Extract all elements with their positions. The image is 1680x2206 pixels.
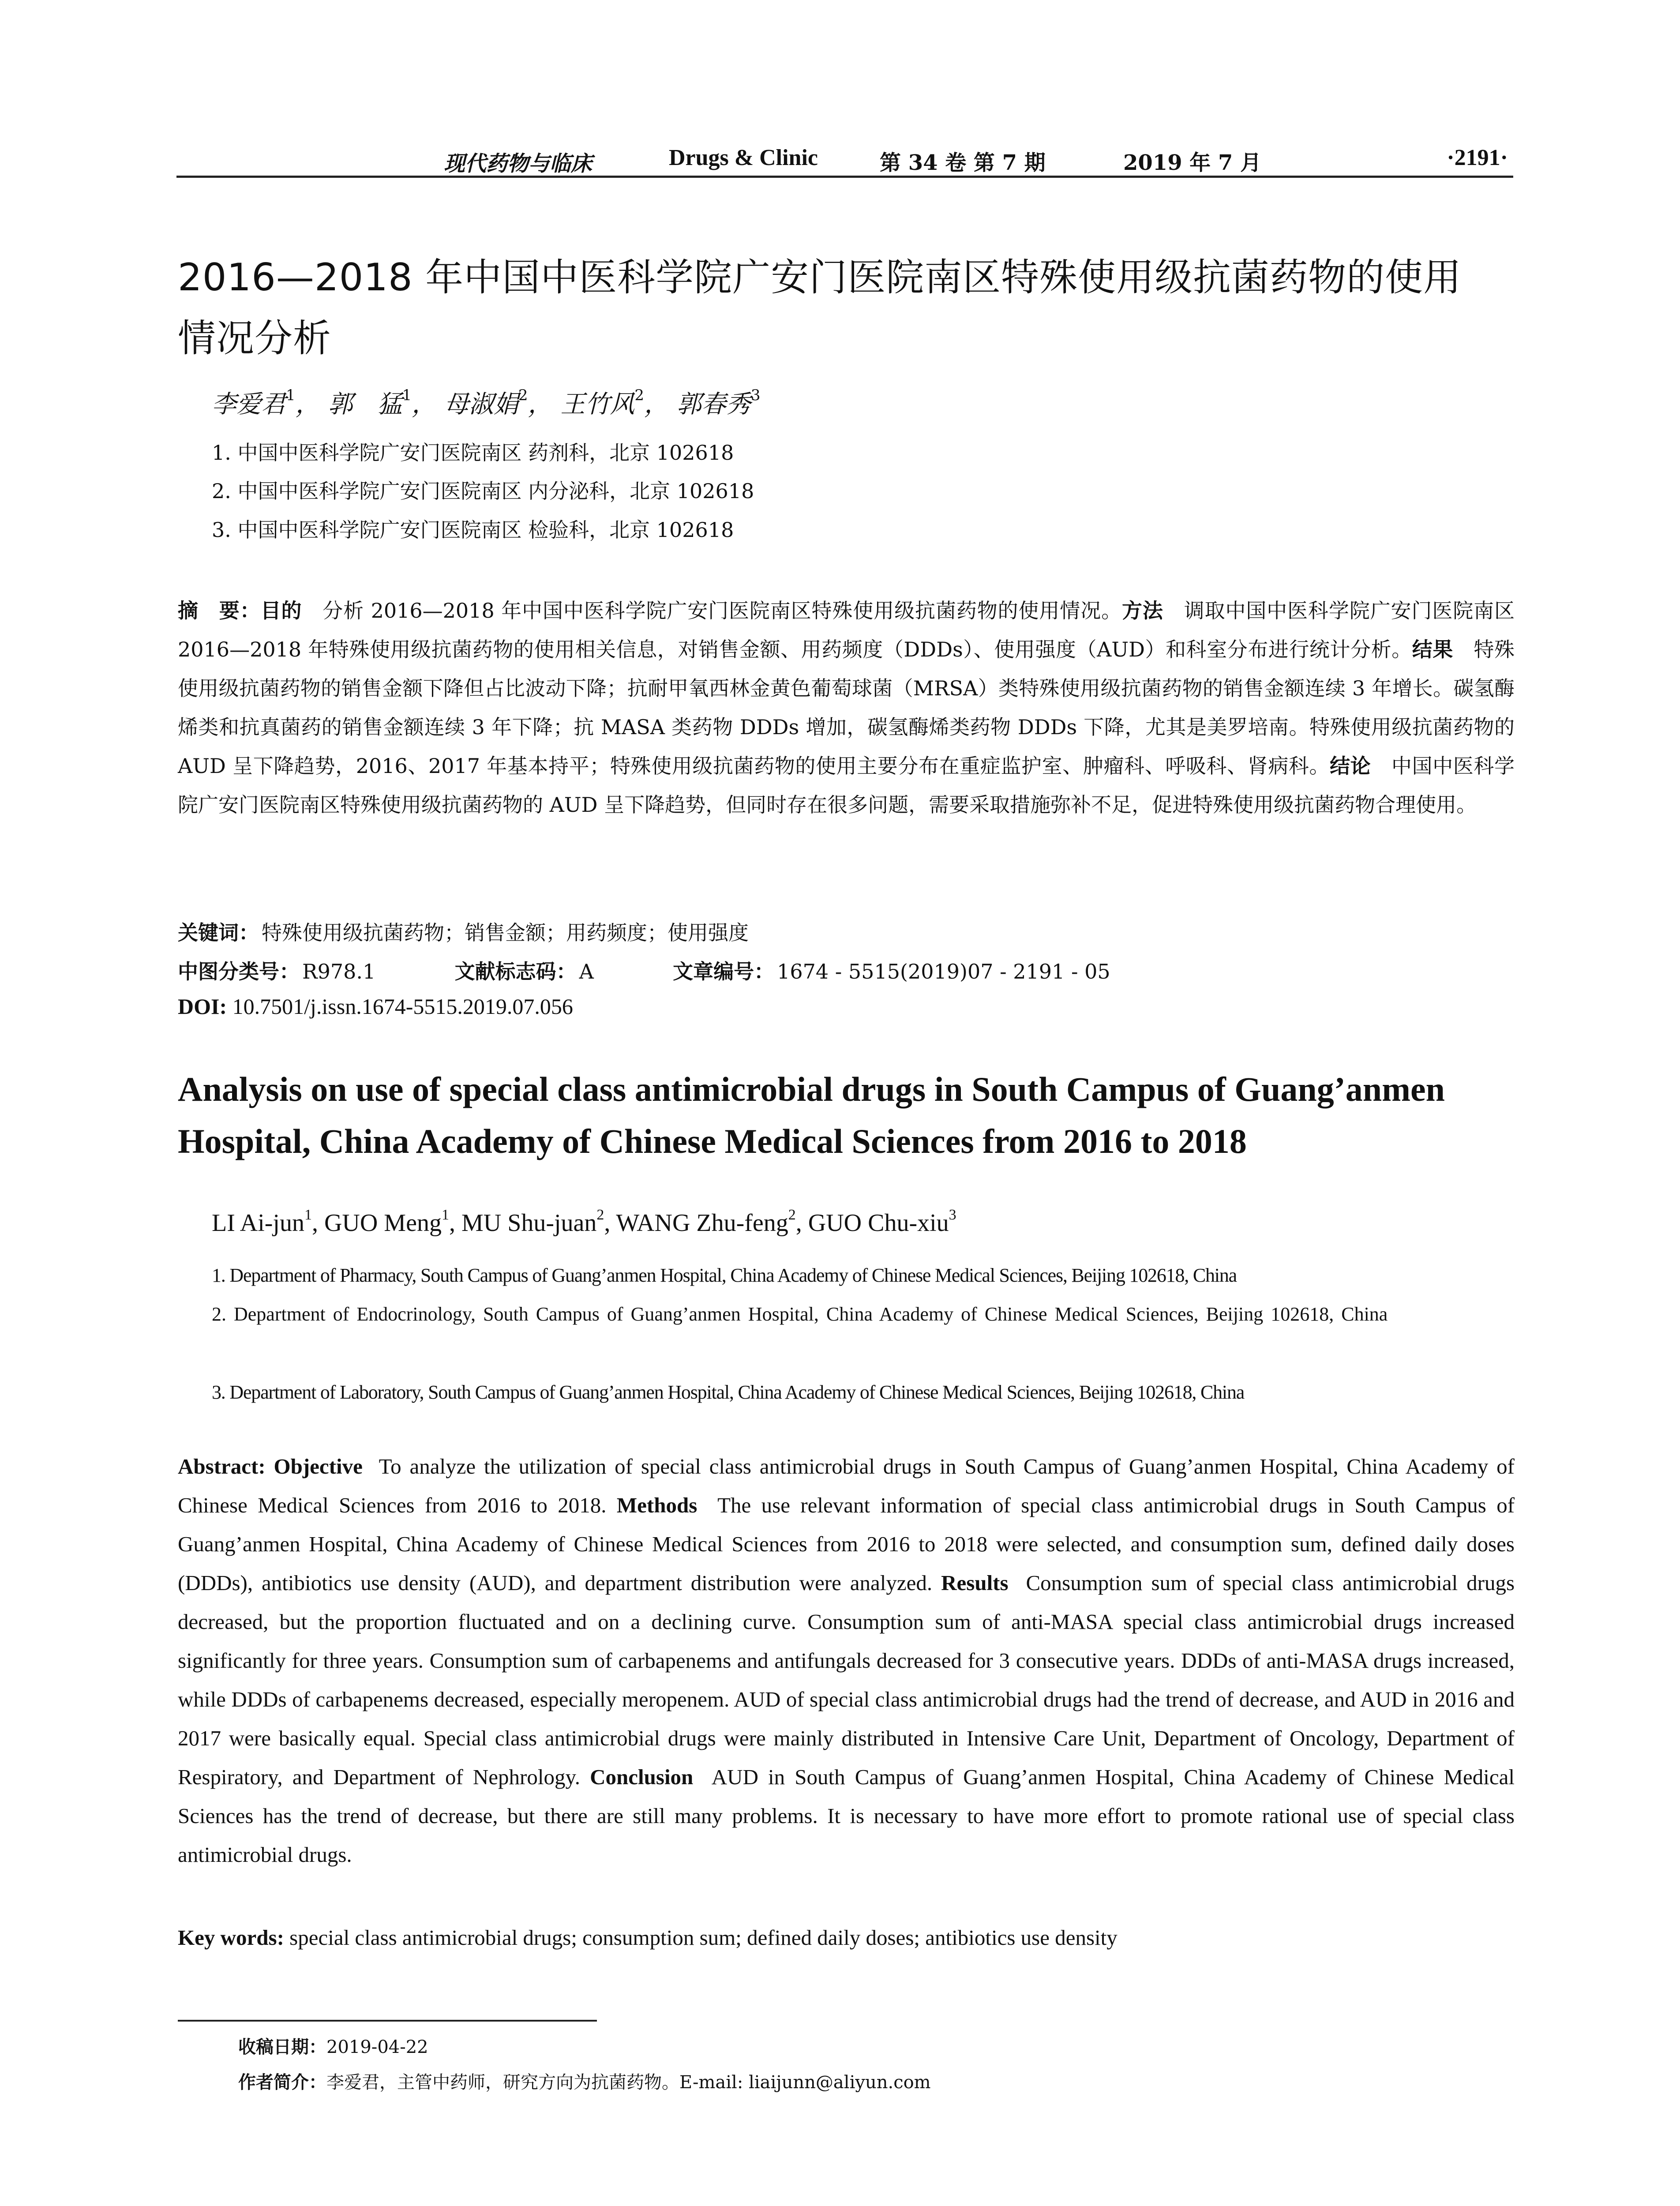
- affiliation-en-2: 2. Department of Endocrinology, South Campus of Guang’anmen Hospital, China Academy of Chinese Medical Sciences, Beijing 102618, China: [212, 1303, 1388, 1325]
- volume-issue: 第 34 卷 第 7 期: [880, 150, 1046, 175]
- author-name: 郭春秀: [676, 390, 751, 419]
- affiliation-cn-3: 3. 中国中医科学院广安门医院南区 检验科，北京 102618: [212, 518, 734, 542]
- author-name: LI Ai-jun: [212, 1209, 304, 1237]
- affiliation-en-1: 1. Department of Pharmacy, South Campus of Guang’anmen Hospital, China Academy of Chinese Medical Sciences, Beijing 102618, China: [212, 1264, 1237, 1286]
- author-affiliation-mark: 2: [596, 1207, 604, 1223]
- clc-label: 中图分类号：: [178, 960, 300, 983]
- author-affiliation-mark: 1: [304, 1207, 312, 1223]
- doi-value: 10.7501/j.issn.1674-5515.2019.07.056: [232, 994, 573, 1019]
- author-affiliation-mark: 1: [286, 386, 296, 404]
- results-en-label: Results: [941, 1571, 1009, 1595]
- methods-text: 调取中国中医科学院广安门医院南区 2016—2018 年特殊使用级抗菌药物的使用相关信息，对销售金额、用药频度（DDDs）、使用强度（AUD）和科室分布进行统计分析。: [178, 599, 1515, 661]
- objective-text: 分析 2016—2018 年中国中医科学院广安门医院南区特殊使用级抗菌药物的使用情况。: [322, 599, 1122, 623]
- title-cn: [178, 247, 1515, 369]
- conclusion-en-text: AUD in South Campus of Guang’anmen Hospital, China Academy of Chinese Medical Sciences has the trend of decrease, but there are still many problems. It is necessary to have more effort to promote rational use of special class antimicrobial drugs.: [178, 1765, 1515, 1867]
- author-affiliation-mark: 2: [634, 386, 644, 404]
- article-number-label: 文章编号：: [673, 960, 775, 983]
- author-affiliation-mark: 3: [949, 1207, 956, 1223]
- doc-code-label: 文献标志码：: [454, 960, 577, 983]
- author-name: 王竹风: [560, 390, 635, 419]
- author-name: WANG Zhu-feng: [616, 1209, 788, 1237]
- affiliation-en-3: 3. Department of Laboratory, South Campus of Guang’anmen Hospital, China Academy of Chinese Medical Sciences, Beijing 102618, China: [212, 1381, 1245, 1403]
- abstract-en: [178, 1447, 1515, 1874]
- bio-label: 作者简介：: [238, 2072, 326, 2093]
- author-name: GUO Meng: [324, 1209, 442, 1237]
- author-affiliation-mark: 1: [402, 386, 412, 404]
- conclusion-en-label: Conclusion: [590, 1765, 694, 1789]
- objective-en-label: Objective: [274, 1454, 363, 1478]
- affiliation-cn-1: 1. 中国中医科学院广安门医院南区 药剂科，北京 102618: [212, 441, 734, 465]
- title-en-line-1: Analysis on use of special class antimicrobial drugs in South Campus of Guang’anmen: [178, 1070, 1445, 1108]
- results-text: 特殊使用级抗菌药物的销售金额下降但占比波动下降；抗耐甲氧西林金黄色葡萄球菌（MRSA）类特殊使用级抗菌药物的销售金额连续 3 年增长。碳氢酶烯类和抗真菌药的销售金额连续 3 年下降；抗 MASA 类药物 DDDs 增加，碳氢酶烯类药物 DDDs 下降，尤其是美罗培南。特殊使用级抗菌药物的 AUD 呈下降趋势，2016、2017 年基本持平；特殊使用级抗菌药物的使用主要分布在重症监护室、肿瘤科、呼吸科、肾病科。: [178, 638, 1515, 778]
- footnote-received: [238, 2033, 1474, 2058]
- author-name: GUO Chu-xiu: [808, 1209, 949, 1237]
- keywords-cn-text: 特殊使用级抗菌药物；销售金额；用药频度；使用强度: [262, 921, 749, 945]
- author-affiliation-mark: 2: [788, 1207, 796, 1223]
- abstract-cn: [178, 591, 1515, 824]
- footnote-author-bio: [238, 2068, 1474, 2093]
- keywords-en-text: special class antimicrobial drugs; consumption sum; defined daily doses; antibiotics use density: [289, 1925, 1118, 1950]
- doc-code-value: A: [579, 960, 594, 983]
- issue-date: 2019 年 7 月: [1123, 150, 1262, 175]
- article-number-value: 1674 - 5515(2019)07 - 2191 - 05: [777, 960, 1110, 983]
- doi-label: DOI:: [178, 994, 227, 1019]
- conclusion-text: 中国中医科学院广安门医院南区特殊使用级抗菌药物的 AUD 呈下降趋势，但同时存在很多问题，需要采取措施弥补不足，促进特殊使用级抗菌药物合理使用。: [178, 754, 1515, 817]
- title-cn-line-2: 情况分析: [178, 316, 331, 360]
- keywords-en-label: Key words:: [178, 1925, 284, 1950]
- journal-name-cn: 现代药物与临床: [444, 151, 592, 176]
- received-date: 2019-04-22: [326, 2037, 428, 2057]
- author-affiliation-mark: 1: [441, 1207, 449, 1223]
- authors-en: LI Ai-jun$^1$, GUO Meng$^1$, MU Shu-juan$^2$, WANG Zhu-feng$^2$, GUO Chu-xiu$^3$: [212, 1207, 956, 1237]
- author-affiliation-mark: 2: [518, 386, 528, 404]
- authors-cn: 李爱君$^1$， 郭 猛$^1$， 母淑娟$^2$， 王竹风$^2$， 郭春秀$^3$: [212, 386, 761, 419]
- keywords-cn-label: 关键词：: [178, 921, 259, 945]
- abstract-cn-label: 摘 要：: [178, 599, 261, 623]
- author-name: 母淑娟: [444, 390, 518, 419]
- author-name: 郭 猛: [328, 390, 402, 419]
- title-cn-line-1: 2016—2018 年中国中医科学院广安门医院南区特殊使用级抗菌药物的使用: [178, 255, 1462, 300]
- objective-label: 目的: [260, 599, 302, 623]
- objective-en-text: To analyze the utilization of special class antimicrobial drugs in South Campus of Guang’anmen Hospital, China Academy of Chinese Medical Sciences from 2016 to 2018.: [178, 1454, 1515, 1517]
- running-header: [176, 140, 1513, 178]
- affiliation-cn-2: 2. 中国中医科学院广安门医院南区 内分泌科，北京 102618: [212, 479, 754, 503]
- clc-value: R978.1: [302, 960, 376, 983]
- author-name: MU Shu-juan: [461, 1209, 597, 1237]
- keywords-cn: [178, 917, 1515, 946]
- methods-label: 方法: [1121, 599, 1163, 623]
- keywords-en: [178, 1925, 1515, 1950]
- bio-text: 李爱君，主管中药师，研究方向为抗菌药物。E-mail: liaijunn@aliyun.com: [326, 2072, 931, 2093]
- methods-en-label: Methods: [616, 1493, 698, 1517]
- abstract-en-label: Abstract:: [178, 1454, 266, 1478]
- doi-line: [178, 994, 1515, 1019]
- methods-en-text: The use relevant information of special class antimicrobial drugs in South Campus of Guang’anmen Hospital, China Academy of Chinese Medical Sciences from 2016 to 2018 were selected, and consumption sum, defined daily doses (DDDs), antibiotics use density (AUD), and department distribution were analyzed.: [178, 1493, 1515, 1595]
- author-name: 李爱君: [212, 390, 286, 419]
- author-affiliation-mark: 3: [750, 386, 761, 404]
- results-en-text: Consumption sum of special class antimicrobial drugs decreased, but the proportion fluctuated and on a declining curve. Consumption sum of anti-MASA special class antimicrobial drugs increased significantly for three years. Consumption sum of carbapenems and antifungals decreased for 3 consecutive years. DDDs of anti-MASA drugs increased, while DDDs of carbapenems decreased, especially meropenem. AUD of special class antimicrobial drugs had the trend of decrease, and AUD in 2016 and 2017 were basically equal. Special class antimicrobial drugs were mainly distributed in Intensive Care Unit, Department of Oncology, Department of Respiratory, and Department of Nephrology.: [178, 1571, 1515, 1789]
- journal-name-en: Drugs & Clinic: [669, 145, 818, 170]
- footnote-divider: [178, 2020, 597, 2022]
- title-en: [178, 1063, 1519, 1167]
- received-label: 收稿日期：: [238, 2037, 326, 2057]
- title-en-line-2: Hospital, China Academy of Chinese Medical Sciences from 2016 to 2018: [178, 1122, 1247, 1160]
- conclusion-label: 结论: [1330, 754, 1371, 778]
- page-number: ·2191·: [1447, 145, 1508, 170]
- classification-line: [178, 956, 1515, 985]
- results-label: 结果: [1412, 638, 1453, 661]
